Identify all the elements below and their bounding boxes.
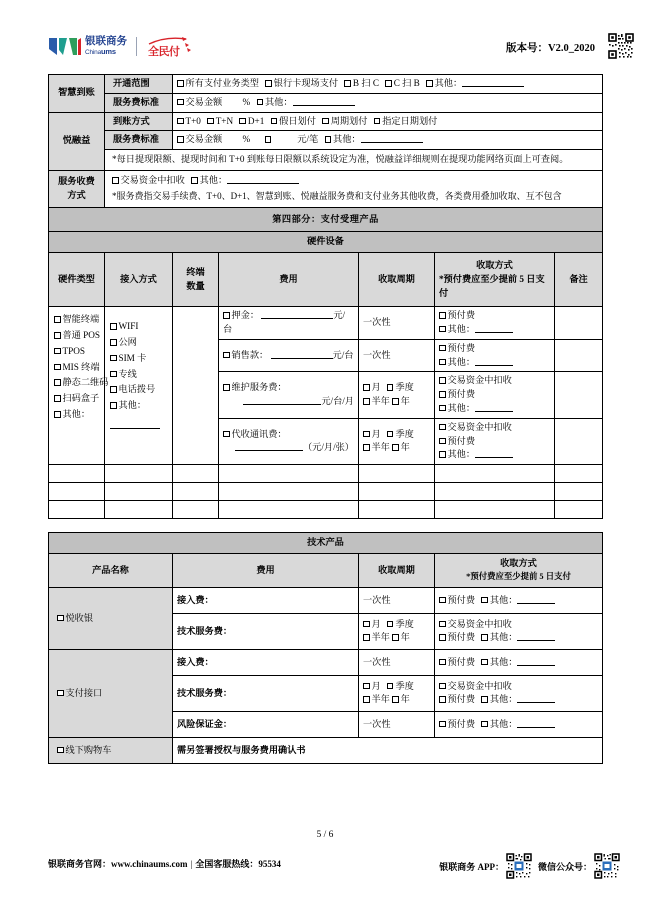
- table-row-hardware-blank-3: [49, 501, 603, 519]
- checkbox-per-transaction-yry[interactable]: [265, 133, 274, 147]
- input-other-api-tech[interactable]: [517, 694, 555, 703]
- table-row-spacer: [49, 519, 603, 533]
- blank-method-1[interactable]: [435, 465, 555, 483]
- blank-access-3[interactable]: [105, 501, 173, 519]
- footer-separator: |: [190, 859, 193, 869]
- checkbox-cycle-year-ysy[interactable]: 年: [392, 631, 410, 645]
- method-yueshouyin-tech: [435, 613, 603, 649]
- table-row-smart-settlement-fee: [49, 93, 603, 112]
- table-row-smart-settlement-scope: [49, 75, 603, 94]
- offline-cart-note: 需另签署授权与服务费用确认书: [173, 737, 603, 763]
- header-fee: 费用: [219, 253, 359, 307]
- checkbox-other-fee-smart[interactable]: 其他：: [257, 96, 355, 110]
- blank-type-2[interactable]: [49, 483, 105, 501]
- input-other-api-risk[interactable]: [517, 719, 555, 728]
- group-label-smart-settlement: 智慧到账: [49, 75, 105, 113]
- input-deposit-amount[interactable]: [261, 310, 333, 319]
- method-api-risk: [435, 711, 603, 737]
- header-terminal-qty: 终端 数量: [173, 253, 219, 307]
- checkbox-prepaid-api-tech[interactable]: 预付费: [439, 693, 475, 707]
- checkbox-other-api-risk[interactable]: 其他：: [481, 718, 555, 732]
- brand-wordmark: [85, 36, 127, 56]
- version-label: 版本号：V2.0_2020: [506, 43, 595, 54]
- checkbox-cycle-halfyear-ysy[interactable]: 半年: [363, 631, 390, 645]
- cycle-maintenance: [359, 372, 435, 418]
- checkbox-communication-fee[interactable]: [223, 431, 230, 438]
- subsection-title-tech: 技术产品: [49, 533, 603, 554]
- product-payment-api[interactable]: 支付接口: [49, 649, 173, 737]
- checkbox-other-scope[interactable]: 其他：: [426, 77, 524, 91]
- blank-fee-3[interactable]: [219, 501, 359, 519]
- method-yueshouyin-access: [435, 587, 603, 613]
- input-other-comm[interactable]: [475, 449, 513, 458]
- table-row-section-title: [49, 207, 603, 232]
- checkbox-other-api-tech[interactable]: 其他：: [481, 693, 555, 707]
- blank-cycle-2[interactable]: [359, 483, 435, 501]
- blank-remark-3[interactable]: [555, 501, 603, 519]
- method-maintenance: [435, 372, 555, 418]
- table-row-tech-subtitle: [49, 533, 603, 554]
- table-row-tech-headers: [49, 553, 603, 587]
- cycle-deposit: 一次性: [359, 307, 435, 340]
- withdraw-limit-note: *每日提现限额、提现时间和 T+0 到账每日限额以系统设定为准，悦融益详细规则在提现功能网络页面上可查阅。: [105, 150, 603, 171]
- table-row-hardware-blank-1: [49, 465, 603, 483]
- remark-communication[interactable]: [555, 418, 603, 464]
- fee-yueshouyin-tech: 技术服务费：: [173, 613, 359, 649]
- checkbox-d-plus-1[interactable]: D+1: [239, 115, 264, 129]
- page-footer: [0, 853, 650, 887]
- blank-type-3[interactable]: [49, 501, 105, 519]
- cycle-yueshouyin-tech: [359, 613, 435, 649]
- checkbox-other-deposit[interactable]: 其他：: [439, 323, 513, 337]
- brand-logo: [48, 33, 192, 59]
- table-row-offline-cart: [49, 737, 603, 763]
- header-charge-method: 收取方式 *预付费应至少提前 5 日支付: [435, 253, 555, 307]
- checkbox-other-sales[interactable]: 其他：: [439, 356, 513, 370]
- checkbox-prepaid-ysy-access[interactable]: 预付费: [439, 594, 475, 608]
- fee-sales: 销售款： 元/台: [219, 339, 359, 372]
- checkbox-other-ysy-access[interactable]: 其他：: [481, 594, 555, 608]
- checkbox-cycle-quarter-maint[interactable]: 季度: [387, 381, 414, 395]
- service-fee-label-line1: 服务收费: [58, 175, 95, 186]
- checkbox-other-ysy-tech[interactable]: 其他：: [481, 631, 555, 645]
- table-row-payment-api-access-fee: [49, 649, 603, 675]
- group-label-yuerongyi: 悦融益: [49, 112, 105, 170]
- footer-wechat-label: 微信公众号：: [537, 861, 592, 872]
- checkbox-specified-date-transfer[interactable]: 指定日期划付: [374, 115, 438, 129]
- checkbox-t-plus-n[interactable]: T+N: [207, 115, 233, 129]
- checkbox-scan-box[interactable]: 扫码盒子: [54, 391, 99, 407]
- terminal-quantity-input[interactable]: [173, 307, 219, 465]
- logo-divider: [136, 37, 137, 56]
- checkbox-prepaid-maint[interactable]: 预付费: [439, 388, 475, 402]
- checkbox-mis-terminal[interactable]: MIS 终端: [54, 360, 99, 376]
- checkbox-other-maint[interactable]: 其他：: [439, 402, 513, 416]
- percent-sign-yry: %: [242, 134, 251, 145]
- method-deposit: [435, 307, 555, 340]
- product-yueshouyin[interactable]: 悦收银: [49, 587, 173, 649]
- input-other-sales[interactable]: [475, 357, 513, 366]
- open-scope-options: [173, 75, 603, 94]
- table-row-service-fee-method: [49, 170, 603, 207]
- table-row-hardware-headers: [49, 253, 603, 307]
- checkbox-dial-up[interactable]: 电话拨号: [110, 382, 167, 398]
- chinaums-logo-icon: [48, 36, 82, 57]
- checkbox-other-hardware[interactable]: 其他：: [54, 407, 99, 423]
- cycle-api-tech: [359, 675, 435, 711]
- checkbox-b-scan-c[interactable]: B 扫 C: [344, 77, 379, 91]
- input-other-ysy-access[interactable]: [517, 595, 555, 604]
- row-label-open-scope: 开通范围: [105, 75, 173, 94]
- checkbox-yueshouyin[interactable]: [57, 615, 64, 622]
- checkbox-other-service-fee[interactable]: 其他：: [191, 174, 299, 188]
- table-row-yuerongyi-fee: [49, 131, 603, 150]
- checkbox-normal-pos[interactable]: 普通 POS: [54, 328, 99, 344]
- input-other-service-fee[interactable]: [227, 175, 299, 184]
- footer-wechat-qr: [538, 853, 620, 879]
- checkbox-cycle-year-comm[interactable]: 年: [392, 441, 410, 455]
- checkbox-prepaid-api-risk[interactable]: 预付费: [439, 718, 475, 732]
- checkbox-prepaid-ysy-tech[interactable]: 预付费: [439, 631, 475, 645]
- checkbox-sales-amount[interactable]: [223, 352, 230, 359]
- quanminfu-label: 全民付: [148, 46, 180, 58]
- checkbox-deduct-api[interactable]: 交易资金中扣收: [439, 680, 512, 694]
- remark-maintenance[interactable]: [555, 372, 603, 418]
- blank-cycle-3[interactable]: [359, 501, 435, 519]
- header-product-name: 产品名称: [49, 553, 173, 587]
- checkbox-cycle-halfyear-maint[interactable]: 半年: [363, 395, 390, 409]
- wechat-qr-code-icon: [594, 853, 620, 879]
- checkbox-t-plus-0[interactable]: T+0: [177, 115, 201, 129]
- checkbox-cycle-quarter-ysy[interactable]: 季度: [387, 618, 414, 632]
- header-tech-method: 收取方式 *预付费应至少提前 5 日支付: [435, 553, 603, 587]
- row-label-fee-standard-yry: 服务费标准: [105, 131, 173, 150]
- checkbox-deduct-from-transaction[interactable]: 交易资金中扣收: [112, 174, 185, 188]
- group-label-service-fee-method: [49, 170, 105, 207]
- checkbox-tpos[interactable]: TPOS: [54, 344, 99, 360]
- brand-name-en: Chinaums: [85, 46, 116, 56]
- checkbox-public-network[interactable]: 公网: [110, 335, 167, 351]
- fee-yueshouyin-access: 接入费：: [173, 587, 359, 613]
- row-label-settlement-method: 到账方式: [105, 112, 173, 131]
- table-row-withdraw-note: [49, 150, 603, 171]
- settlement-method-options: [173, 112, 603, 131]
- yuerongyi-fee-options: [173, 131, 603, 150]
- blank-fee-1[interactable]: [219, 465, 359, 483]
- checkbox-deduct-ysy[interactable]: 交易资金中扣收: [439, 618, 512, 632]
- blank-access-1[interactable]: [105, 465, 173, 483]
- service-fee-label-line2: 方式: [67, 189, 86, 200]
- checkbox-cycle-year-maint[interactable]: 年: [392, 395, 410, 409]
- checkbox-prepaid-api-access[interactable]: 预付费: [439, 656, 475, 670]
- blank-fee-2[interactable]: [219, 483, 359, 501]
- service-fee-method-content: [105, 170, 603, 207]
- fee-deposit: 押金： 元/台: [219, 307, 359, 340]
- input-other-scope[interactable]: [462, 78, 524, 87]
- quanminfu-logo: [146, 35, 192, 57]
- checkbox-c-scan-b[interactable]: C 扫 B: [385, 77, 420, 91]
- checkbox-prepaid-sales[interactable]: 预付费: [439, 342, 475, 356]
- blank-method-3[interactable]: [435, 501, 555, 519]
- table-row-hardware-blank-2: [49, 483, 603, 501]
- checkbox-cycle-quarter-api[interactable]: 季度: [387, 680, 414, 694]
- input-sales-amount[interactable]: [271, 350, 333, 359]
- checkbox-other-access[interactable]: 其他：: [110, 398, 167, 414]
- header-tech-cycle: 收取周期: [359, 553, 435, 587]
- checkbox-deduct-comm[interactable]: 交易资金中扣收: [439, 421, 512, 435]
- table-row-hardware-deposit: [49, 307, 603, 340]
- checkbox-deduct-maint[interactable]: 交易资金中扣收: [439, 374, 512, 388]
- blank-remark-1[interactable]: [555, 465, 603, 483]
- checkbox-wifi[interactable]: WIFI: [110, 319, 167, 335]
- row-label-fee-standard-smart: 服务费标准: [105, 93, 173, 112]
- checkbox-cycle-year-api[interactable]: 年: [392, 693, 410, 707]
- table-row-yueshouyin-access-fee: [49, 587, 603, 613]
- header-tech-fee: 费用: [173, 553, 359, 587]
- blank-cycle-1[interactable]: [359, 465, 435, 483]
- checkbox-cycle-month-api[interactable]: 月: [363, 680, 381, 694]
- fee-api-access: 接入费：: [173, 649, 359, 675]
- blank-qty-2[interactable]: [173, 483, 219, 501]
- input-other-ysy-tech[interactable]: [517, 632, 555, 641]
- header-remark: 备注: [555, 253, 603, 307]
- app-qr-code-icon: [506, 853, 532, 879]
- input-communication-amount[interactable]: [235, 442, 303, 451]
- header-hardware-type: 硬件类型: [49, 253, 105, 307]
- page-header: [0, 0, 650, 72]
- checkbox-prepaid-comm[interactable]: 预付费: [439, 435, 475, 449]
- checkbox-other-api-access[interactable]: 其他：: [481, 656, 555, 670]
- checkbox-sim-card[interactable]: SIM 卡: [110, 351, 167, 367]
- checkbox-other-comm[interactable]: 其他：: [439, 448, 513, 462]
- checkbox-prepaid-deposit[interactable]: 预付费: [439, 309, 475, 323]
- cycle-communication: [359, 418, 435, 464]
- checkbox-cycle-halfyear-comm[interactable]: 半年: [363, 441, 390, 455]
- checkbox-transaction-amount-yry[interactable]: 交易金额: [177, 133, 222, 147]
- service-fee-note: *服务费指交易手续费、T+0、D+1、智慧到账、悦融益服务费和支付业务其他收费，各类费用叠加收取、互不包含: [112, 190, 562, 201]
- method-sales: [435, 339, 555, 372]
- blank-method-2[interactable]: [435, 483, 555, 501]
- input-other-api-access[interactable]: [517, 657, 555, 666]
- header-access-method: 接入方式: [105, 253, 173, 307]
- header-charge-cycle: 收取周期: [359, 253, 435, 307]
- smart-fee-options: [173, 93, 603, 112]
- brand-name-cn: 银联商务: [85, 35, 127, 47]
- checkbox-all-payment-types[interactable]: 所有支付业务类型: [177, 77, 259, 91]
- checkbox-smart-terminal[interactable]: 智能终端: [54, 312, 99, 328]
- input-other-fee-smart[interactable]: [293, 97, 355, 106]
- page-number: 5 / 6: [316, 830, 334, 840]
- checkbox-dedicated-line[interactable]: 专线: [110, 367, 167, 383]
- product-offline-cart[interactable]: 线下购物车: [49, 737, 173, 763]
- percent-sign-smart: %: [242, 96, 251, 107]
- hardware-access-options: [105, 307, 173, 465]
- remark-sales[interactable]: [555, 339, 603, 372]
- checkbox-cycle-month-ysy[interactable]: 月: [363, 618, 381, 632]
- method-api-access: [435, 649, 603, 675]
- footer-app-qr: [439, 853, 532, 879]
- fee-api-risk: 风险保证金：: [173, 711, 359, 737]
- subsection-title-hardware: 硬件设备: [49, 232, 603, 253]
- footer-website: 银联商务官网：www.chinaums.com: [48, 859, 188, 869]
- checkbox-cycle-month-maint[interactable]: 月: [363, 381, 381, 395]
- checkbox-cycle-quarter-comm[interactable]: 季度: [387, 428, 414, 442]
- checkbox-periodic-transfer[interactable]: 周期划付: [322, 115, 367, 129]
- input-maintenance-amount[interactable]: [243, 396, 321, 405]
- checkbox-offline-cart[interactable]: [57, 747, 64, 754]
- input-other-access[interactable]: [110, 420, 160, 429]
- unit-per-transaction: 元/笔: [297, 134, 319, 145]
- input-other-deposit[interactable]: [475, 324, 513, 333]
- footer-contact-info: [48, 857, 281, 870]
- fee-api-tech: 技术服务费：: [173, 675, 359, 711]
- method-communication: [435, 418, 555, 464]
- checkbox-deposit[interactable]: [223, 312, 230, 319]
- input-other-fee-yry[interactable]: [361, 134, 423, 143]
- blank-qty-3[interactable]: [173, 501, 219, 519]
- fee-maintenance: 维护服务费： 元/台/月: [219, 372, 359, 418]
- cycle-yueshouyin-access: 一次性: [359, 587, 435, 613]
- footer-hotline: 全国客服热线：95534: [195, 859, 281, 869]
- blank-type-1[interactable]: [49, 465, 105, 483]
- cycle-sales: 一次性: [359, 339, 435, 372]
- table-row-hardware-subtitle: [49, 232, 603, 253]
- blank-remark-2[interactable]: [555, 483, 603, 501]
- method-api-tech: [435, 675, 603, 711]
- service-fee-options: [112, 174, 595, 188]
- checkbox-maintenance-fee[interactable]: [223, 384, 230, 391]
- checkbox-payment-api[interactable]: [57, 690, 64, 697]
- blank-access-2[interactable]: [105, 483, 173, 501]
- checkbox-static-qr[interactable]: 静态二维码: [54, 375, 99, 391]
- cycle-api-access: 一次性: [359, 649, 435, 675]
- cycle-api-risk: 一次性: [359, 711, 435, 737]
- table-row-yuerongyi-settlement: [49, 112, 603, 131]
- footer-app-label: 银联商务 APP：: [439, 861, 504, 872]
- footer-qr-section: [439, 853, 620, 879]
- checkbox-other-fee-yry[interactable]: 其他：: [325, 133, 423, 147]
- remark-deposit[interactable]: [555, 307, 603, 340]
- fee-communication: 代收通讯费： （元/月/张）: [219, 418, 359, 464]
- header-qr-code-icon: [608, 33, 634, 59]
- main-form-table: [48, 74, 603, 764]
- checkbox-transaction-amount-smart[interactable]: 交易金额: [177, 96, 222, 110]
- checkbox-card-present[interactable]: 银行卡现场支付: [265, 77, 338, 91]
- checkbox-cycle-halfyear-api[interactable]: 半年: [363, 693, 390, 707]
- checkbox-cycle-month-comm[interactable]: 月: [363, 428, 381, 442]
- blank-qty-1[interactable]: [173, 465, 219, 483]
- hardware-type-options: [49, 307, 109, 465]
- input-other-maint[interactable]: [475, 403, 513, 412]
- checkbox-holiday-transfer[interactable]: 假日划付: [271, 115, 316, 129]
- section-title-part4: 第四部分：支付受理产品: [49, 207, 603, 232]
